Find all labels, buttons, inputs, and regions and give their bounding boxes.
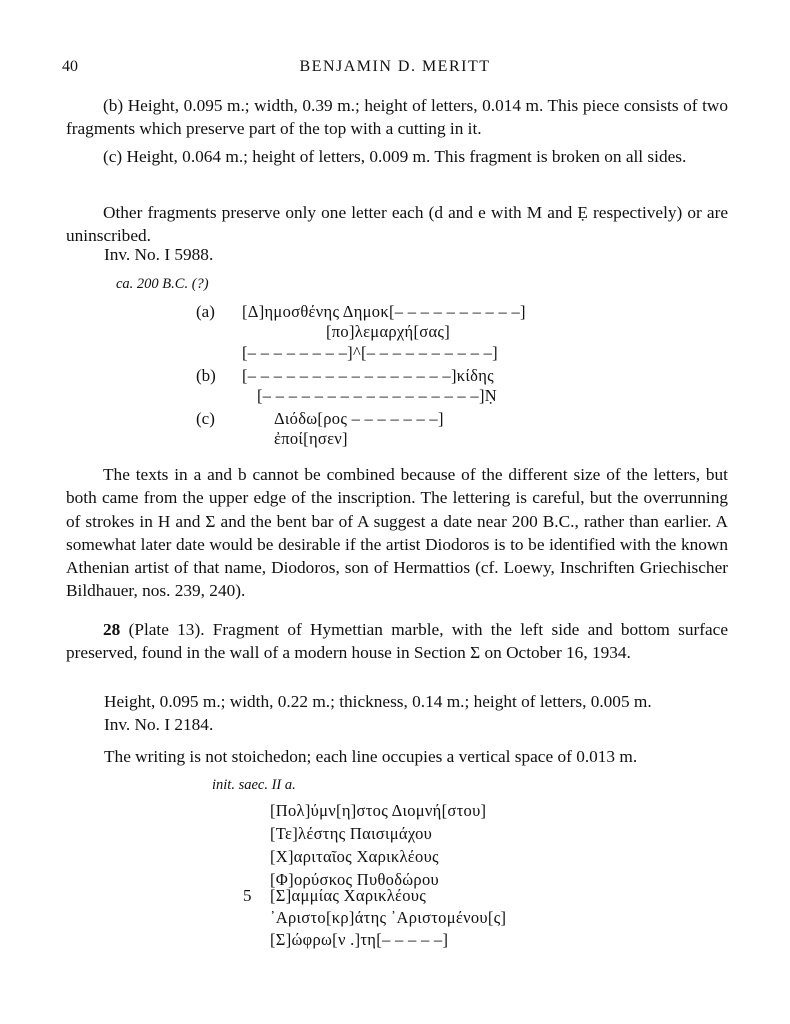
running-title: BENJAMIN D. MERITT <box>299 58 491 75</box>
inscription-2-line-5: [Σ]αμμίας Χαρικλέους <box>270 886 427 905</box>
page-number: 40 <box>62 58 78 75</box>
dimensions-28: Height, 0.095 m.; width, 0.22 m.; thickness, 0.14 m.; height of letters, 0.005 m. <box>104 692 652 711</box>
inscription-a-line-1: [Δ]ημοσθένης Δημοκ[– – – – – – – – – –] <box>242 302 526 321</box>
label-b: (b) <box>196 366 216 385</box>
inscription-2-line-3: [Χ]αριταῖος Χαρικλέους <box>270 847 439 866</box>
page-header <box>62 58 728 80</box>
inscription-2-line-2: [Τε]λέστης Παισιμάχου <box>270 824 433 843</box>
inscription-2-date: init. saec. II a. <box>212 777 296 793</box>
entry-28-description: (Plate 13). Fragment of Hymettian marble, with the left side and bottom surface preserved, found in the wall of a modern house in Section Σ on October 16, 1934. <box>66 620 729 663</box>
inventory-number-2: Inv. No. I 2184. <box>104 715 214 734</box>
inscription-a-line-2: [πο]λεμαρχή[σας] <box>326 322 451 341</box>
inscription-2-line-4: [Φ]ορύσκος Πυθοδώρου <box>270 870 439 889</box>
inscription-b-line-1: [– – – – – – – – – – – – – – – –]κίδης <box>242 366 494 385</box>
entry-number: 28 <box>103 620 121 639</box>
inscription-2-line-6: ᾿Αριστο[κρ]άτης ᾿Αριστομένου[ς] <box>270 908 507 927</box>
paragraph-fragment-c: (c) Height, 0.064 m.; height of letters, 0.009 m. This fragment is broken on all sides. <box>103 147 687 166</box>
inscription-c-line-1: Διόδω[ρος – – – – – – –] <box>274 409 444 428</box>
paragraph-other-fragments: Other fragments preserve only one letter each (d and e with M and Ẹ respectively) or are uninscribed. <box>66 203 728 246</box>
paragraph-fragment-b: (b) Height, 0.095 m.; width, 0.39 m.; height of letters, 0.014 m. This piece consists of two fragments which preserve part of the top with a cutting in it. <box>66 96 728 139</box>
inventory-number-1: Inv. No. I 5988. <box>104 245 214 264</box>
label-a: (a) <box>196 302 215 321</box>
inscription-1-date: ca. 200 B.C. (?) <box>116 276 209 292</box>
inscription-2-line-7: [Σ]ώφρω[ν .]τη[– – – – –] <box>270 930 449 949</box>
inscription-2-line-1: [Πολ]ύμν[η]στος Διομνή[στου] <box>270 801 487 820</box>
paragraph-entry-28 <box>66 618 728 665</box>
line-number: 5 <box>243 886 252 905</box>
inscription-b-line-2: [– – – – – – – – – – – – – – – – –]Ṇ <box>257 386 497 405</box>
inscription-a-line-3: [– – – – – – – –]^[– – – – – – – – – –] <box>242 343 498 362</box>
writing-note: The writing is not stoichedon; each line occupies a vertical space of 0.013 m. <box>104 747 638 766</box>
paragraph-discussion: The texts in a and b cannot be combined because of the different size of the letters, but both came from the upper edge of the inscription. The lettering is careful, but the overrunning of strokes in H and Σ and the bent bar of A suggest a date near 200 B.C., rather than earlier. A somewhat later date would be desirable if the artist Diodoros is to be identified with the known Athenian artist of that name, Diodoros, son of Hermattios (cf. Loewy, Inschriften Griechischer Bildhauer, nos. 239, 240). <box>66 465 728 601</box>
label-c: (c) <box>196 409 215 428</box>
inscription-c-line-2: ἐποί[ησεν] <box>274 429 348 448</box>
